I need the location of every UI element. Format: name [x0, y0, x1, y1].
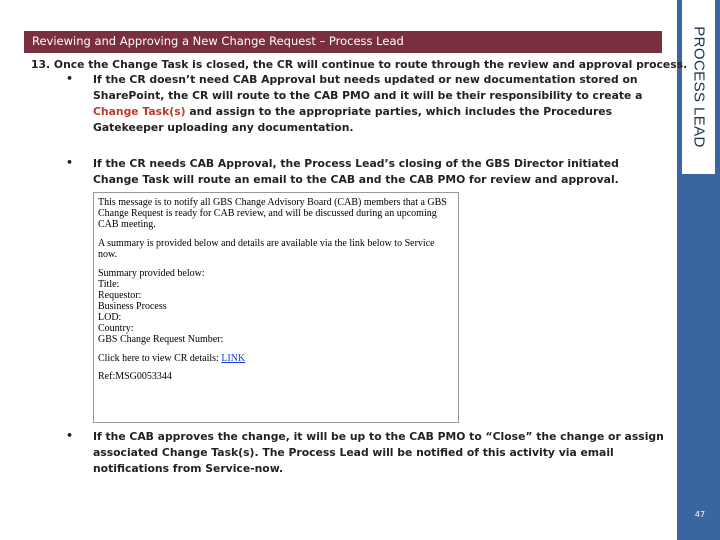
bullet-1-text-before: If the CR doesn’t need CAB Approval but needs updated or new documentation stored on SharePoint, the CR will route to the CAB PMO and it will be their responsibility to create a [93, 73, 643, 102]
email-field-title: Title: [98, 279, 120, 290]
bullet-1-text [93, 72, 665, 136]
page-title: Reviewing and Approving a New Change Request – Process Lead [32, 34, 404, 48]
email-field-lod: LOD: [98, 312, 122, 323]
email-link-row [98, 353, 454, 364]
change-task-highlight: Change Task(s) [93, 105, 186, 118]
side-label-text: PROCESS LEAD [690, 26, 707, 148]
email-field-business-process: Business Process [98, 301, 167, 312]
page-number: 47 [694, 510, 706, 519]
bullet-1-symbol: • [66, 72, 74, 85]
bullet-3-symbol: • [66, 429, 74, 442]
email-ref: Ref:MSG0053344 [98, 371, 172, 382]
header-bar [24, 31, 662, 53]
bullet-2-symbol: • [66, 156, 74, 169]
email-field-cr-number: GBS Change Request Number: [98, 334, 224, 345]
bullet-1-text-after: and assign to the appropriate parties, which includes the Procedures Gatekeeper uploading any documentation. [93, 105, 613, 134]
email-summary-title: Summary provided below: [98, 268, 205, 279]
bullet-3-text: If the CAB approves the change, it will be up to the CAB PMO to “Close” the change or assign associated Change Task(s). The Process Lead will be notified of this activity via email notifications from Service-now. [93, 430, 664, 475]
email-summary-note: A summary is provided below and details are available via the link below to Service now. [98, 238, 435, 260]
email-screenshot [93, 192, 459, 423]
bullet-2-text: If the CR needs CAB Approval, the Process Lead’s closing of the GBS Director initiated Change Task will route an email to the CAB and the CAB PMO for review and approval. [93, 157, 619, 186]
step-13-text: 13. Once the Change Task is closed, the CR will continue to route through the review and approval process. [31, 58, 688, 71]
cr-details-link[interactable]: LINK [221, 353, 246, 364]
email-field-country: Country: [98, 323, 134, 334]
email-field-requestor: Requestor: [98, 290, 142, 301]
side-label [682, 0, 715, 174]
email-intro: This message is to notify all GBS Change Advisory Board (CAB) members that a GBS Change Request is ready for CAB review, and will be discussed during an upcoming CAB meeting. [98, 197, 447, 230]
email-link-prefix: Click here to view CR details: [98, 353, 222, 364]
